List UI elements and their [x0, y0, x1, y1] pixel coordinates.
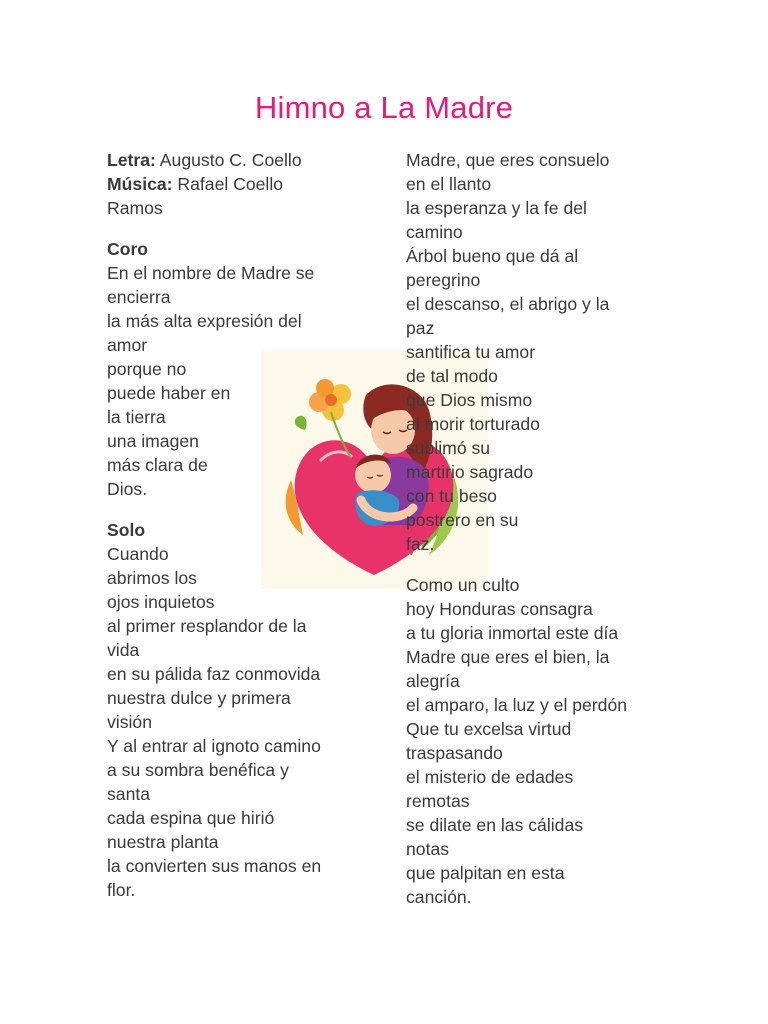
- stanza-line: que palpitan en esta: [406, 863, 565, 883]
- solo-line: flor.: [107, 880, 136, 900]
- stanza-line: al morir torturado: [406, 414, 540, 434]
- solo-line: visión: [107, 712, 152, 732]
- stanza-line: a tu gloria inmortal este día: [406, 623, 619, 643]
- composer-name-cont: Ramos: [107, 198, 163, 218]
- solo-line: santa: [107, 784, 151, 804]
- stanza-line: Madre que eres el bien, la: [406, 647, 610, 667]
- stanza-line: de tal modo: [406, 366, 498, 386]
- stanza-line: postrero en su: [406, 510, 519, 530]
- stanza-line: canción.: [406, 887, 472, 907]
- composer-line: [107, 172, 367, 196]
- solo-line: al primer resplandor de la: [107, 616, 307, 636]
- coro-line: Dios.: [107, 479, 148, 499]
- solo-line: nuestra planta: [107, 832, 219, 852]
- coro-line: la tierra: [107, 407, 166, 427]
- stanza-line: remotas: [406, 791, 470, 811]
- solo-line: cada espina que hirió: [107, 808, 275, 828]
- coro-line: más clara de: [107, 455, 208, 475]
- stanza-line: Como un culto: [406, 575, 520, 595]
- stanza-line: el misterio de edades: [406, 767, 574, 787]
- lyricist-label: Letra:: [107, 150, 156, 170]
- stanza-line: hoy Honduras consagra: [406, 599, 593, 619]
- solo-line: Y al entrar al ignoto camino: [107, 736, 321, 756]
- lyricist-line: [107, 148, 367, 172]
- coro-line: amor: [107, 335, 148, 355]
- stanza-line: sublimó su: [406, 438, 491, 458]
- stanza-line: camino: [406, 222, 463, 242]
- solo-line: vida: [107, 640, 140, 660]
- stanza-line: la esperanza y la fe del: [406, 198, 587, 218]
- solo-line: la convierten sus manos en: [107, 856, 322, 876]
- solo-line: nuestra dulce y primera: [107, 688, 291, 708]
- stanza-line: paz: [406, 318, 435, 338]
- stanza-line: se dilate en las cálidas: [406, 815, 584, 835]
- stanza-line: con tu beso: [406, 486, 497, 506]
- composer-label: Música:: [107, 174, 173, 194]
- stanza-line: Árbol bueno que dá al: [406, 246, 579, 266]
- solo-line: en su pálida faz conmovida: [107, 664, 321, 684]
- coro-heading: Coro: [107, 239, 149, 259]
- stanza-line: traspasando: [406, 743, 503, 763]
- solo-heading: Solo: [107, 520, 146, 540]
- coro-line: porque no: [107, 359, 187, 379]
- lyricist-name: Augusto C. Coello: [155, 150, 302, 170]
- stanza-line: Madre, que eres consuelo: [406, 150, 610, 170]
- coro-line: una imagen: [107, 431, 199, 451]
- stanza-line: martirio sagrado: [406, 462, 534, 482]
- stanza-line: alegría: [406, 671, 460, 691]
- coro-line: la más alta expresión del: [107, 311, 302, 331]
- coro-line: encierra: [107, 287, 171, 307]
- stanza-line: en el llanto: [406, 174, 492, 194]
- stanza-line: el amparo, la luz y el perdón: [406, 695, 628, 715]
- stanza-line: faz.: [406, 534, 435, 554]
- solo-line: a su sombra benéfica y: [107, 760, 289, 780]
- stanza-line: peregrino: [406, 270, 481, 290]
- stanza-line: santifica tu amor: [406, 342, 536, 362]
- solo-line: Cuando: [107, 544, 169, 564]
- stanza-line: notas: [406, 839, 450, 859]
- page-title: Himno a La Madre: [254, 90, 514, 125]
- solo-line: ojos inquietos: [107, 592, 215, 612]
- solo-line: abrimos los: [107, 568, 197, 588]
- coro-line: En el nombre de Madre se: [107, 263, 315, 283]
- stanza-line: que Dios mismo: [406, 390, 533, 410]
- stanza-line: Que tu excelsa virtud: [406, 719, 572, 739]
- stanza-line: el descanso, el abrigo y la: [406, 294, 610, 314]
- coro-line: puede haber en: [107, 383, 231, 403]
- composer-name: Rafael Coello: [172, 174, 284, 194]
- right-column: [406, 148, 666, 909]
